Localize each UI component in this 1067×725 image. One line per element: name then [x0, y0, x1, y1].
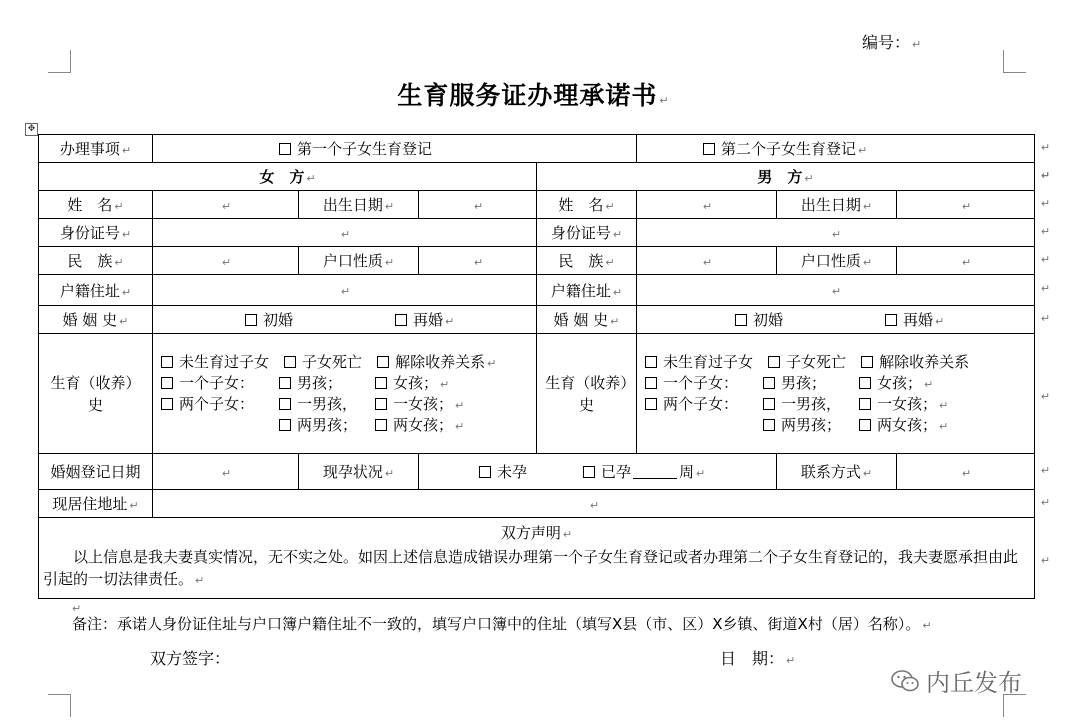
signature-label: 双方签字： [150, 649, 231, 668]
female-section-header: 女 方 ↵ [39, 163, 537, 191]
checkbox-icon[interactable] [279, 143, 291, 155]
female-name-field[interactable]: ↵ [153, 191, 299, 219]
female-marriage-label: 婚 姻 史 ↵ [39, 306, 153, 334]
pregnancy-label: 现孕状况 ↵ [299, 454, 419, 490]
male-id-field[interactable]: ↵ ↵ [637, 219, 1035, 247]
checkbox-icon[interactable] [583, 466, 595, 478]
female-hukou-addr-label: 户籍住址 ↵ [39, 275, 153, 306]
footnote: 备注：承诺人身份证住址与户口簿户籍住址不一致的，填写户口簿中的住址（填写X县（市、区）X乡镇、街道X村（居）名称）。 ↵ [72, 615, 932, 633]
weeks-blank[interactable] [633, 464, 677, 479]
female-hukou-addr-field[interactable]: ↵ [153, 275, 537, 306]
declaration-section: 双方声明 ↵ 以上信息是我夫妻真实情况，无不实之处。如因上述信息造成错误办理第一个子女生育登记或者办理第二个子女生育登记的，我夫妻愿承担由此引起的一切法律责任。 ↵ ↵ [39, 518, 1035, 599]
application-form-table [38, 134, 1051, 599]
female-birth-field[interactable]: ↵ [419, 191, 537, 219]
watermark: 内丘发布 [890, 663, 1022, 698]
male-section-header: 男 方 ↵ ↵ [537, 163, 1035, 191]
male-name-field[interactable]: ↵ [637, 191, 777, 219]
current-addr-field[interactable]: ↵ ↵ [153, 490, 1035, 518]
declaration-text: 以上信息是我夫妻真实情况，无不实之处。如因上述信息造成错误办理第一个子女生育登记或者办理第二个子女生育登记的，我夫妻愿承担由此引起的一切法律责任。 ↵ [43, 548, 1019, 588]
female-hukou-type-label: 户口性质 ↵ [299, 247, 419, 275]
female-ethnic-field[interactable]: ↵ [153, 247, 299, 275]
checkbox-icon[interactable] [885, 314, 897, 326]
male-birth-field[interactable]: ↵ ↵ [897, 191, 1035, 219]
checkbox-icon[interactable] [479, 466, 491, 478]
checkbox-icon[interactable] [245, 314, 257, 326]
male-marriage-options[interactable]: 初婚 再婚 ↵ ↵ [637, 306, 1035, 334]
female-birth-history-label: 生育（收养）史 [39, 334, 153, 454]
checkbox-icon[interactable] [395, 314, 407, 326]
female-name-label: 姓 名 ↵ [39, 191, 153, 219]
marriage-date-field[interactable]: ↵ [153, 454, 299, 490]
wechat-icon [890, 669, 920, 693]
female-id-label: 身份证号 ↵ [39, 219, 153, 247]
checkbox-icon[interactable] [703, 143, 715, 155]
serial-number-label: 编号： ↵ [862, 33, 922, 52]
marriage-date-label: 婚姻登记日期 [39, 454, 153, 490]
crop-mark-top-right [1003, 50, 1026, 73]
female-marriage-options[interactable]: 初婚 再婚 ↵ [153, 306, 537, 334]
male-birth-label: 出生日期 ↵ [777, 191, 897, 219]
male-hukou-type-label: 户口性质 ↵ [777, 247, 897, 275]
male-birth-history-label: 生育（收养）史 [537, 334, 637, 454]
female-id-field[interactable]: ↵ [153, 219, 537, 247]
document-title: 生育服务证办理承诺书 ↵ [397, 81, 670, 110]
item-label: 办理事项 ↵ [39, 135, 153, 163]
declaration-title: 双方声明 ↵ [500, 524, 573, 542]
paragraph-mark-icon: ↵ [72, 602, 82, 615]
male-birth-history-options[interactable]: 未生育过子女 子女死亡 解除收养关系 一个子女： 男孩； 女孩； ↵ 两个子女： 一男孩， 一女孩； ↵ 两男孩； 两女孩； ↵ ↵ [637, 334, 1035, 454]
pregnancy-options[interactable]: 未孕 已孕 周 ↵ [419, 454, 777, 490]
male-name-label: 姓 名 ↵ [537, 191, 637, 219]
current-addr-label: 现居住地址 ↵ [39, 490, 153, 518]
option-second-child[interactable]: 第二个子女生育登记 ↵ ↵ [637, 135, 1035, 163]
male-marriage-label: 婚 姻 史 ↵ [537, 306, 637, 334]
option-first-child[interactable]: 第一个子女生育登记 [153, 135, 637, 163]
female-birth-history-options[interactable]: 未生育过子女 子女死亡 解除收养关系 ↵ 一个子女： 男孩； 女孩； ↵ 两个子女： 一男孩， 一女孩； ↵ 两男孩； 两女孩； ↵ [153, 334, 537, 454]
female-ethnic-label: 民 族 ↵ [39, 247, 153, 275]
contact-field[interactable]: ↵ ↵ [897, 454, 1035, 490]
male-ethnic-label: 民 族 ↵ [537, 247, 637, 275]
contact-label: 联系方式 ↵ [777, 454, 897, 490]
female-hukou-type-field[interactable]: ↵ [419, 247, 537, 275]
male-hukou-type-field[interactable]: ↵ ↵ [897, 247, 1035, 275]
date-label: 日 期： ↵ [720, 649, 796, 668]
table-move-handle-icon[interactable]: ✥ [25, 123, 38, 136]
male-hukou-addr-field[interactable]: ↵ ↵ [637, 275, 1035, 306]
female-birth-label: 出生日期 ↵ [299, 191, 419, 219]
male-id-label: 身份证号 ↵ [537, 219, 637, 247]
male-hukou-addr-label: 户籍住址 ↵ [537, 275, 637, 306]
crop-mark-bottom-left [48, 694, 71, 717]
male-ethnic-field[interactable]: ↵ [637, 247, 777, 275]
crop-mark-top-left [48, 50, 71, 73]
checkbox-icon[interactable] [735, 314, 747, 326]
